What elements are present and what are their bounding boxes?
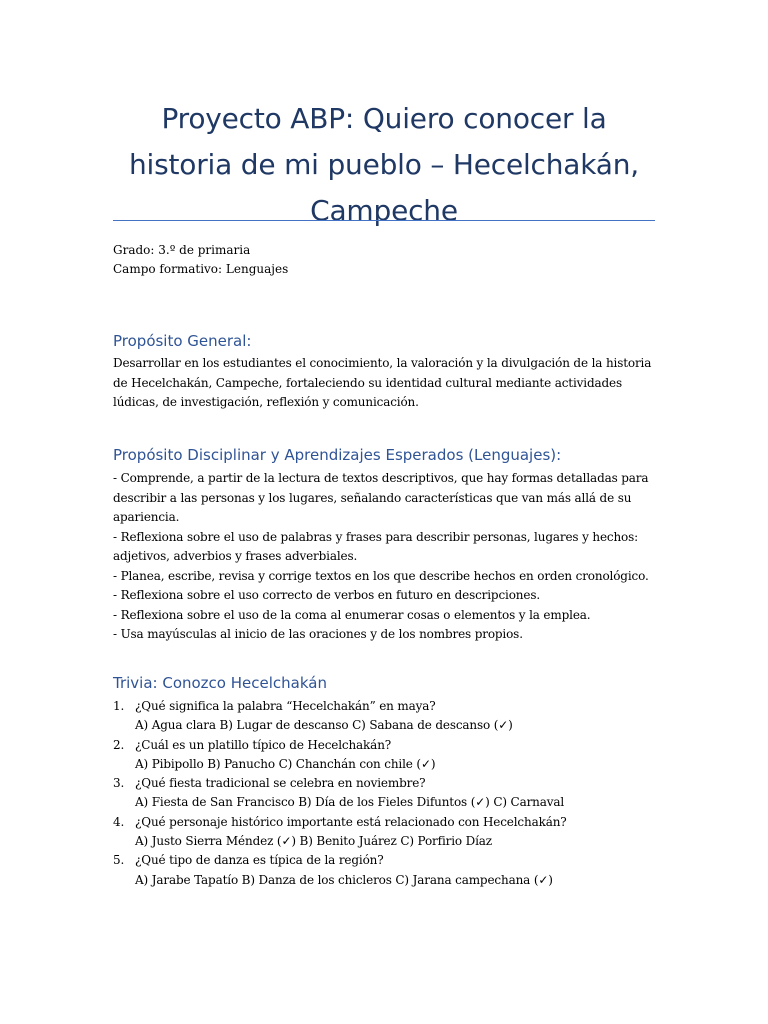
trivia-question: ¿Qué fiesta tradicional se celebra en noviembre? — [135, 776, 426, 791]
trivia-item-number: 1. — [113, 699, 125, 713]
trivia-item-number: 3. — [113, 776, 125, 791]
trivia-item-number: 5. — [113, 853, 125, 868]
disciplinary-purpose-heading: Propósito Disciplinar y Aprendizajes Esperados (Lenguajes): — [113, 446, 562, 464]
trivia-question: ¿Qué significa la palabra “Hecelchakán” en maya? — [135, 699, 436, 713]
trivia-heading: Trivia: Conozco Hecelchakán — [113, 674, 327, 692]
trivia-answers: A) Fiesta de San Francisco B) Día de los Fieles Difuntos (✓) C) Carnaval — [135, 795, 565, 810]
paragraph-line: - Planea, escribe, revisa y corrige textos en los que describe hechos en orden cronológico. — [113, 568, 649, 583]
document-title — [113, 96, 655, 234]
disciplinary-purpose-paragraph — [113, 469, 658, 645]
trivia-item — [113, 697, 658, 736]
title-line-1: Proyecto ABP: Quiero conocer la — [161, 102, 607, 135]
title-line-3: Campeche — [310, 194, 458, 227]
general-purpose-heading: Propósito General: — [113, 332, 252, 350]
trivia-item-number: 2. — [113, 737, 125, 752]
paragraph-line: adjetivos, adverbios y frases adverbiales. — [113, 549, 358, 563]
paragraph-line: apariencia. — [113, 510, 180, 524]
title-underline-rule — [113, 220, 655, 221]
document-meta — [113, 241, 288, 279]
trivia-answers: A) Jarabe Tapatío B) Danza de los chicleros C) Jarana campechana (✓) — [135, 872, 553, 887]
field-text: Campo formativo: Lenguajes — [113, 262, 289, 276]
trivia-answers: A) Agua clara B) Lugar de descanso C) Sabana de descanso (✓) — [135, 718, 513, 733]
trivia-item — [113, 774, 658, 813]
trivia-item — [113, 736, 658, 775]
paragraph-line: - Reflexiona sobre el uso correcto de verbos en futuro en descripciones. — [113, 588, 540, 602]
paragraph-line: - Reflexiona sobre el uso de palabras y frases para describir personas, lugares y hechos: — [113, 529, 639, 544]
trivia-question: ¿Qué tipo de danza es típica de la región? — [135, 853, 384, 868]
trivia-question: ¿Qué personaje histórico importante está relacionado con Hecelchakán? — [135, 814, 567, 829]
general-purpose-paragraph — [113, 354, 658, 413]
paragraph-line: - Usa mayúsculas al inicio de las oraciones y de los nombres propios. — [113, 627, 523, 641]
paragraph-line: - Comprende, a partir de la lectura de textos descriptivos, que hay formas detalladas para — [113, 471, 649, 485]
trivia-item — [113, 813, 658, 852]
trivia-item-number: 4. — [113, 814, 125, 829]
trivia-answers: A) Justo Sierra Méndez (✓) B) Benito Juárez C) Porfirio Díaz — [135, 834, 492, 849]
grade-text: Grado: 3.º de primaria — [113, 243, 251, 257]
trivia-list — [113, 697, 658, 890]
paragraph-line: describir a las personas y los lugares, señalando características que van más allá de su — [113, 490, 632, 505]
trivia-question: ¿Cuál es un platillo típico de Hecelchakán? — [135, 737, 392, 752]
paragraph-line: lúdicas, de investigación, reflexión y comunicación. — [113, 395, 419, 409]
paragraph-line: - Reflexiona sobre el uso de la coma al enumerar cosas o elementos y la emplea. — [113, 607, 591, 622]
paragraph-line: de Hecelchakán, Campeche, fortaleciendo su identidad cultural mediante actividades — [113, 375, 622, 390]
trivia-answers: A) Pibipollo B) Panucho C) Chanchán con chile (✓) — [135, 756, 436, 771]
paragraph-line: Desarrollar en los estudiantes el conocimiento, la valoración y la divulgación de la historia — [113, 356, 652, 370]
trivia-item — [113, 851, 658, 890]
title-line-2: historia de mi pueblo – Hecelchakán, — [129, 148, 639, 181]
